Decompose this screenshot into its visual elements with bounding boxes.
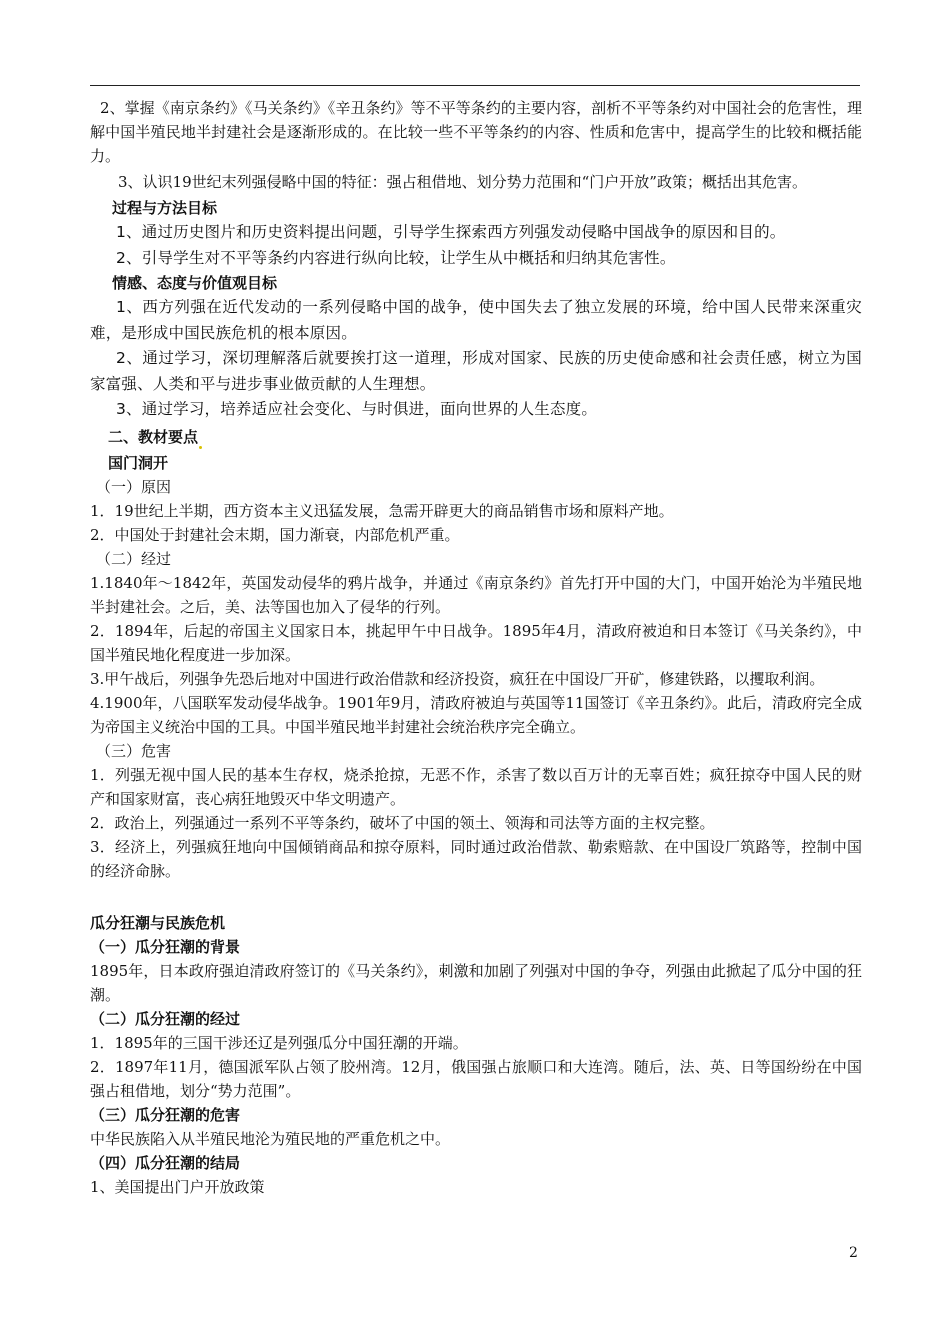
process-method-heading: 过程与方法目标: [112, 199, 218, 217]
section2-background-text: 1895年，日本政府强迫清政府签订的《马关条约》，刺激和加剧了列强对中国的争夺，列强由此掀起了瓜分中国的狂潮。: [90, 961, 862, 1004]
content-body: [90, 96, 862, 1199]
objective-knowledge-3: 3、认识19世纪末列强侵略中国的特征：强占租借地、划分势力范围和“门户开放”政策；概括出其危害。: [118, 173, 807, 191]
section1-harm-2: 2．政治上，列强通过一系列不平等条约，破坏了中国的领土、领海和司法等方面的主权完整。: [90, 813, 715, 832]
section2-result-title: （四）瓜分狂潮的结局: [90, 1153, 241, 1172]
section1-process-title: （二）经过: [96, 549, 172, 568]
key-points-heading: 二、教材要点: [90, 425, 862, 449]
objective-knowledge-2: 2、掌握《南京条约》《马关条约》《辛丑条约》等不平等条约的主要内容，剖析不平等条约对中国社会的危害性，理解中国半殖民地半封建社会是逐渐形成的。在比较一些不平等条约的内容、性质和危害中，提高学生的比较和概括能力。: [90, 99, 862, 165]
emotion-attitude-heading: 情感、态度与价值观目标: [112, 274, 278, 292]
section1-cause-2: 2．中国处于封建社会末期，国力渐衰，内部危机严重。: [90, 525, 460, 544]
section2-title: 瓜分狂潮与民族危机: [90, 913, 226, 932]
emotion-objective-3: 3、通过学习，培养适应社会变化、与时俱进，面向世界的人生态度。: [116, 400, 598, 418]
section2-background-title: （一）瓜分狂潮的背景: [90, 937, 241, 956]
section2-result-1: 1、美国提出门户开放政策: [90, 1177, 265, 1196]
section1-harm-3: 3．经济上，列强疯狂地向中国倾销商品和掠夺原料，同时通过政治借款、勒索赔款、在中国设厂筑路等，控制中国的经济命脉。: [90, 837, 862, 880]
section1-process-3: 3.甲午战后，列强争先恐后地对中国进行政治借款和经济投资，疯狂在中国设厂开矿，修建铁路，以攫取利润。: [90, 669, 825, 688]
section-gap: [90, 883, 862, 911]
process-objective-1: 1、通过历史图片和历史资料提出问题，引导学生探索西方列强发动侵略中国战争的原因和目的。: [116, 223, 786, 241]
section2-process-2: 2．1897年11月，德国派军队占领了胶州湾。12月，俄国强占旅顺口和大连湾。随后，法、英、日等国纷纷在中国强占租借地，划分“势力范围”。: [90, 1057, 862, 1100]
section1-process-1: 1.1840年～1842年，英国发动侵华的鸦片战争，并通过《南京条约》首先打开中国的大门，中国开始沦为半殖民地半封建社会。之后，美、法等国也加入了侵华的行列。: [90, 573, 862, 616]
emotion-objective-1: 1、西方列强在近代发动的一系列侵略中国的战争，使中国失去了独立发展的环境，给中国人民带来深重灾难，是形成中国民族危机的根本原因。: [90, 298, 862, 342]
process-objective-2: 2、引导学生对不平等条约内容进行纵向比较，让学生从中概括和归纳其危害性。: [116, 248, 676, 267]
section1-cause-1: 1．19世纪上半期，西方资本主义迅猛发展，急需开辟更大的商品销售市场和原料产地。: [90, 501, 674, 520]
section2-harm-text: 中华民族陷入从半殖民地沦为殖民地的严重危机之中。: [90, 1129, 451, 1148]
section2-harm-title: （三）瓜分狂潮的危害: [90, 1105, 241, 1124]
section1-cause-title: （一）原因: [96, 477, 172, 496]
section1-harm-title: （三）危害: [96, 741, 172, 760]
page-number: 2: [849, 1245, 858, 1261]
section1-process-4: 4.1900年，八国联军发动侵华战争。1901年9月，清政府被迫与英国等11国签订《辛丑条约》。此后，清政府完全成为帝国主义统治中国的工具。中国半殖民地半封建社会统治秩序完全确立。: [90, 693, 862, 736]
header-rule: [90, 85, 860, 86]
section1-title: 国门洞开: [108, 453, 169, 472]
section1-process-2: 2．1894年，后起的帝国主义国家日本，挑起甲午中日战争。1895年4月，清政府被迫和日本签订《马关条约》，中国半殖民地化程度进一步加深。: [90, 621, 862, 664]
section1-harm-1: 1．列强无视中国人民的基本生存权，烧杀抢掠，无恶不作，杀害了数以百万计的无辜百姓；疯狂掠夺中国人民的财产和国家财富，丧心病狂地毁灭中华文明遗产。: [90, 765, 862, 808]
emotion-objective-2: 2、通过学习，深切理解落后就要挨打这一道理，形成对国家、民族的历史使命感和社会责任感，树立为国家富强、人类和平与进步事业做贡献的人生理想。: [90, 349, 862, 393]
marker-dot: [199, 446, 202, 449]
section2-process-title: （二）瓜分狂潮的经过: [90, 1009, 241, 1028]
section2-process-1: 1．1895年的三国干涉还辽是列强瓜分中国狂潮的开端。: [90, 1033, 468, 1052]
